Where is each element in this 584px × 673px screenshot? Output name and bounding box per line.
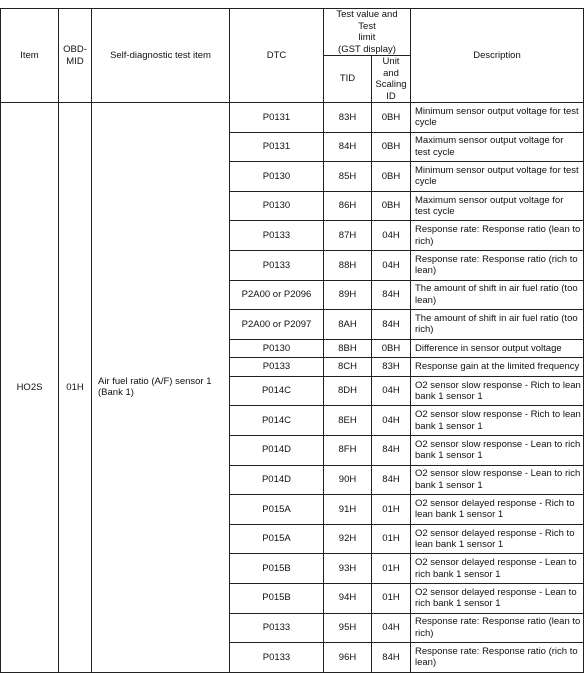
cell-unit-scaling: 0BH [372, 339, 411, 358]
cell-tid: 95H [324, 613, 372, 643]
cell-unit-scaling: 0BH [372, 191, 411, 221]
cell-tid: 96H [324, 643, 372, 673]
cell-tid: 8DH [324, 376, 372, 406]
cell-tid: 83H [324, 103, 372, 133]
cell-dtc: P014D [230, 435, 324, 465]
header-description: Description [411, 9, 584, 103]
cell-unit-scaling: 01H [372, 583, 411, 613]
cell-dtc: P0133 [230, 613, 324, 643]
header-test-value: Test value and Test limit (GST display) [324, 9, 411, 56]
cell-description: Response rate: Response ratio (lean to rich) [411, 221, 584, 251]
cell-description: O2 sensor delayed response - Rich to lean bank 1 sensor 1 [411, 524, 584, 554]
cell-unit-scaling: 0BH [372, 162, 411, 192]
cell-description: O2 sensor delayed response - Rich to lean bank 1 sensor 1 [411, 495, 584, 525]
cell-description: Minimum sensor output voltage for test cycle [411, 103, 584, 133]
cell-dtc: P015A [230, 495, 324, 525]
cell-unit-scaling: 84H [372, 280, 411, 310]
cell-tid: 89H [324, 280, 372, 310]
cell-tid: 85H [324, 162, 372, 192]
cell-unit-scaling: 04H [372, 613, 411, 643]
cell-dtc: P0130 [230, 162, 324, 192]
cell-description: Minimum sensor output voltage for test cycle [411, 162, 584, 192]
cell-tid: 94H [324, 583, 372, 613]
header-item: Item [1, 9, 59, 103]
cell-dtc: P0133 [230, 221, 324, 251]
cell-dtc: P014C [230, 376, 324, 406]
cell-dtc: P015A [230, 524, 324, 554]
cell-tid: 90H [324, 465, 372, 495]
cell-tid: 84H [324, 132, 372, 162]
cell-tid: 91H [324, 495, 372, 525]
cell-unit-scaling: 83H [372, 358, 411, 377]
cell-description: Response gain at the limited frequency [411, 358, 584, 377]
cell-description: Response rate: Response ratio (rich to lean) [411, 250, 584, 280]
table-body [1, 103, 584, 673]
cell-tid: 8FH [324, 435, 372, 465]
cell-unit-scaling: 04H [372, 406, 411, 436]
cell-dtc: P0133 [230, 250, 324, 280]
cell-dtc: P015B [230, 583, 324, 613]
cell-dtc: P2A00 or P2096 [230, 280, 324, 310]
cell-tid: 87H [324, 221, 372, 251]
cell-tid: 8BH [324, 339, 372, 358]
cell-description: O2 sensor slow response - Rich to lean bank 1 sensor 1 [411, 406, 584, 436]
header-self-diagnostic-test-item: Self-diagnostic test item [92, 9, 230, 103]
cell-dtc: P0133 [230, 643, 324, 673]
cell-description: Maximum sensor output voltage for test cycle [411, 132, 584, 162]
cell-dtc: P0130 [230, 191, 324, 221]
cell-unit-scaling: 0BH [372, 132, 411, 162]
cell-description: O2 sensor delayed response - Lean to rich bank 1 sensor 1 [411, 554, 584, 584]
cell-description: Response rate: Response ratio (lean to rich) [411, 613, 584, 643]
cell-unit-scaling: 84H [372, 310, 411, 340]
cell-description: O2 sensor slow response - Lean to rich bank 1 sensor 1 [411, 465, 584, 495]
cell-tid: 8EH [324, 406, 372, 436]
cell-tid: 8AH [324, 310, 372, 340]
cell-unit-scaling: 01H [372, 554, 411, 584]
self-diagnostic-table [0, 8, 584, 673]
cell-unit-scaling: 84H [372, 435, 411, 465]
cell-unit-scaling: 84H [372, 643, 411, 673]
cell-description: O2 sensor delayed response - Lean to rich bank 1 sensor 1 [411, 583, 584, 613]
cell-obd-mid: 01H [59, 103, 92, 673]
cell-dtc: P2A00 or P2097 [230, 310, 324, 340]
cell-dtc: P0131 [230, 132, 324, 162]
header-obd-mid: OBD- MID [59, 9, 92, 103]
cell-tid: 92H [324, 524, 372, 554]
cell-unit-scaling: 04H [372, 250, 411, 280]
cell-tid: 8CH [324, 358, 372, 377]
cell-unit-scaling: 84H [372, 465, 411, 495]
cell-description: Response rate: Response ratio (rich to lean) [411, 643, 584, 673]
cell-unit-scaling: 0BH [372, 103, 411, 133]
cell-description: O2 sensor slow response - Rich to lean bank 1 sensor 1 [411, 376, 584, 406]
cell-dtc: P015B [230, 554, 324, 584]
cell-tid: 86H [324, 191, 372, 221]
cell-dtc: P0131 [230, 103, 324, 133]
cell-dtc: P0130 [230, 339, 324, 358]
cell-dtc: P0133 [230, 358, 324, 377]
cell-item: HO2S [1, 103, 59, 673]
cell-description: The amount of shift in air fuel ratio (too lean) [411, 280, 584, 310]
header-tid: TID [324, 56, 372, 103]
table-row [1, 103, 584, 133]
cell-dtc: P014C [230, 406, 324, 436]
cell-unit-scaling: 04H [372, 221, 411, 251]
cell-description: Difference in sensor output voltage [411, 339, 584, 358]
header-unit-scaling-id: Unit and Scaling ID [372, 56, 411, 103]
header-dtc: DTC [230, 9, 324, 103]
cell-description: O2 sensor slow response - Lean to rich bank 1 sensor 1 [411, 435, 584, 465]
cell-unit-scaling: 01H [372, 524, 411, 554]
cell-dtc: P014D [230, 465, 324, 495]
cell-self-diagnostic-test-item: Air fuel ratio (A/F) sensor 1 (Bank 1) [92, 103, 230, 673]
cell-description: Maximum sensor output voltage for test cycle [411, 191, 584, 221]
cell-unit-scaling: 01H [372, 495, 411, 525]
cell-tid: 93H [324, 554, 372, 584]
cell-tid: 88H [324, 250, 372, 280]
cell-description: The amount of shift in air fuel ratio (too rich) [411, 310, 584, 340]
cell-unit-scaling: 04H [372, 376, 411, 406]
